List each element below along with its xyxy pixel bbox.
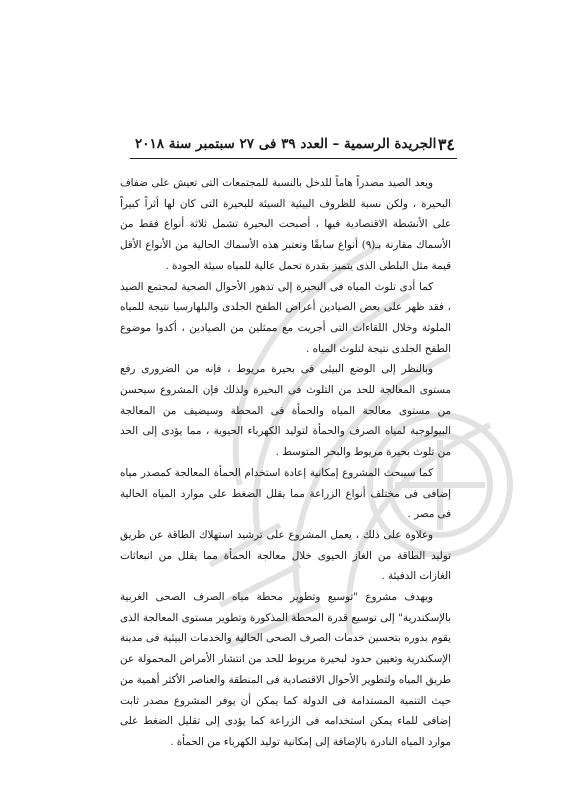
paragraph-project-goal: ويهدف مشروع "توسيع وتطوير محطة مياه الصرف الصحى الغربية بالإسكندرية" إلى توسيع قدرة المحطة المذكورة وتطوير مستوى المعالجة الذى يقوم بدوره بتحسين خدمات الصرف الصحى الحالية والخدمات البيئية فى مدينة الإسكندرية وتعيين حدود لبحيرة مريوط للحد من انتشار الأمراض المحمولة عن طريق المياه ولتطوير الأحوال الاقتصادية فى المنطقة والعناصر الأكثر أهمية من حيث التنمية المستدامة فى الدولة كما يمكن أن يوفر المشروع مصدر ثابت إضافى للماء يمكن استخدامه فى الزراعة كما يؤدى إلى تقليل الضغط على موارد المياه النادرة بالإضافة إلى إمكانية توليد الكهرباء من الحمأة . — [120, 591, 451, 748]
paragraph-health-impact: كما أدى تلوث المياه فى البحيرة إلى تدهور الأحوال الصحية لمجتمع الصيد ، فقد ظهر على بعض الصيادين أعراض الطفح الجلدى والبلهارسيا نتيجة للمياه الملوثة وخلال اللقاءات التى أجريت مع ممثلين من الصيادين ، أكدوا موضوع الطفح الجلدى نتيجة لتلوث المياه . — [120, 280, 451, 355]
paragraph-fishing-income: ويعد الصيد مصدراً هاماً للدخل بالنسبة للمجتمعات التى تعيش على ضفاف البحيرة ، ولكن نسبة للظروف البيئية السيئة للبحيرة التى كان لها أثراً كبيراً على الأنشطة الاقتصادية فيها ، أصبحت البحيرة تشمل ثلاثة أنواع فقط من الأسماك مقارنة بـ(٩) أنواع سابقًا وتعتبر هذه الأسماك الحالية من الأنواع الأقل قيمة مثل البلطى الذى يتميز بقدرة تحمل عالية للمياه سيئة الجودة . — [120, 177, 451, 272]
paragraph-energy-saving: وعلاوة على ذلك ، يعمل المشروع على ترشيد استهلاك الطاقة عن طريق توليد الطاقة من الغاز الحيوى خلال معالجة الحمأة مما يقلل من انبعاثات الغازات الدفيئة . — [120, 528, 451, 583]
page-number: ٣٤ — [437, 134, 455, 154]
paragraph-treatment-upgrade: وبالنظر إلى الوضع البيئى فى بحيرة مريوط ، فإنه من الضرورى رفع مستوى المعالجة للحد من التلوث فى البحيرة ولذلك فإن المشروع سيحسن من مستوى معالجة المياه والحمأة فى المحطة وسيضيف من المعالجة البيولوجية لمياه الصرف والحمأة لتوليد الكهرباء الحيوية ، مما يؤدى إلى الحد من تلوث بحيرة مريوط والبحر المتوسط . — [120, 363, 451, 459]
paragraph-sludge-reuse: كما سيبحث المشروع إمكانية إعادة استخدام الحمأة المعالجة كمصدر مياه إضافى فى مختلف أنواع الزراعة مما يقلل الضغط على موارد المياه الحالية فى مصر . — [120, 466, 451, 521]
gazette-header-title: الجريدة الرسمية – العدد ٣٩ فى ٢٧ سبتمبر سنة ٢٠١٨ — [135, 136, 437, 152]
document-body — [120, 173, 451, 753]
page-header — [135, 132, 455, 156]
header-divider — [130, 158, 457, 159]
